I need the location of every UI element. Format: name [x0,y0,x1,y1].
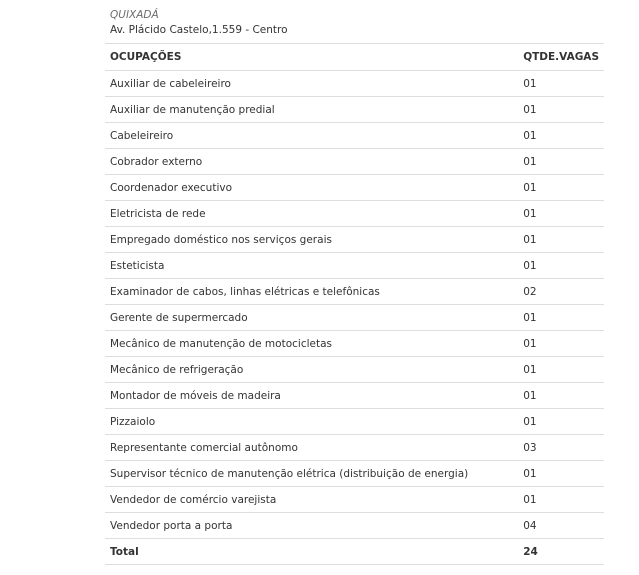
table-row [105,487,604,513]
occupation-cell: Auxiliar de cabeleireiro [105,71,518,97]
quantity-cell: 01 [518,253,604,279]
address: Av. Plácido Castelo,1.559 - Centro [110,24,288,36]
quantity-cell: 01 [518,123,604,149]
quantity-cell: 03 [518,435,604,461]
quantity-cell: 01 [518,357,604,383]
quantity-cell: 01 [518,409,604,435]
occupation-cell: Esteticista [105,253,518,279]
occupation-cell: Examinador de cabos, linhas elétricas e telefônicas [105,279,518,305]
table-row [105,305,604,331]
occupation-cell: Representante comercial autônomo [105,435,518,461]
city-name: QUIXADÁ [110,9,159,21]
quantity-cell: 01 [518,71,604,97]
quantity-cell: 01 [518,331,604,357]
occupation-cell: Coordenador executivo [105,175,518,201]
table-row [105,331,604,357]
quantity-cell: 01 [518,201,604,227]
table-row [105,201,604,227]
table-row [105,97,604,123]
total-row [105,539,604,565]
quantity-cell: 01 [518,227,604,253]
quantity-cell: 01 [518,149,604,175]
table-row [105,409,604,435]
quantity-cell: 02 [518,279,604,305]
total-quantity: 24 [518,539,604,565]
quantity-cell: 01 [518,97,604,123]
table-row [105,435,604,461]
occupation-cell: Gerente de supermercado [105,305,518,331]
table-row [105,513,604,539]
occupation-cell: Empregado doméstico nos serviços gerais [105,227,518,253]
quantity-cell: 04 [518,513,604,539]
column-header-occupations: OCUPAÇÕES [105,44,518,71]
quantity-cell: 01 [518,175,604,201]
occupation-cell: Cabeleireiro [105,123,518,149]
table-body [105,71,604,539]
quantity-cell: 01 [518,383,604,409]
table-row [105,175,604,201]
total-label: Total [105,539,518,565]
occupation-cell: Mecânico de refrigeração [105,357,518,383]
table-row [105,383,604,409]
table-row [105,461,604,487]
occupation-cell: Eletricista de rede [105,201,518,227]
quantity-cell: 01 [518,461,604,487]
table-row [105,149,604,175]
table-row [105,253,604,279]
table-header-row [105,44,604,71]
table-row [105,123,604,149]
occupation-cell: Auxiliar de manutenção predial [105,97,518,123]
vacancies-table [105,43,604,565]
table-row [105,279,604,305]
occupation-cell: Cobrador externo [105,149,518,175]
table-row [105,227,604,253]
quantity-cell: 01 [518,305,604,331]
quantity-cell: 01 [518,487,604,513]
occupation-cell: Pizzaiolo [105,409,518,435]
occupation-cell: Mecânico de manutenção de motocicletas [105,331,518,357]
occupation-cell: Vendedor porta a porta [105,513,518,539]
occupation-cell: Supervisor técnico de manutenção elétrica (distribuição de energia) [105,461,518,487]
table-row [105,357,604,383]
occupation-cell: Vendedor de comércio varejista [105,487,518,513]
table-row [105,71,604,97]
column-header-quantity: QTDE.VAGAS [518,44,604,71]
occupation-cell: Montador de móveis de madeira [105,383,518,409]
